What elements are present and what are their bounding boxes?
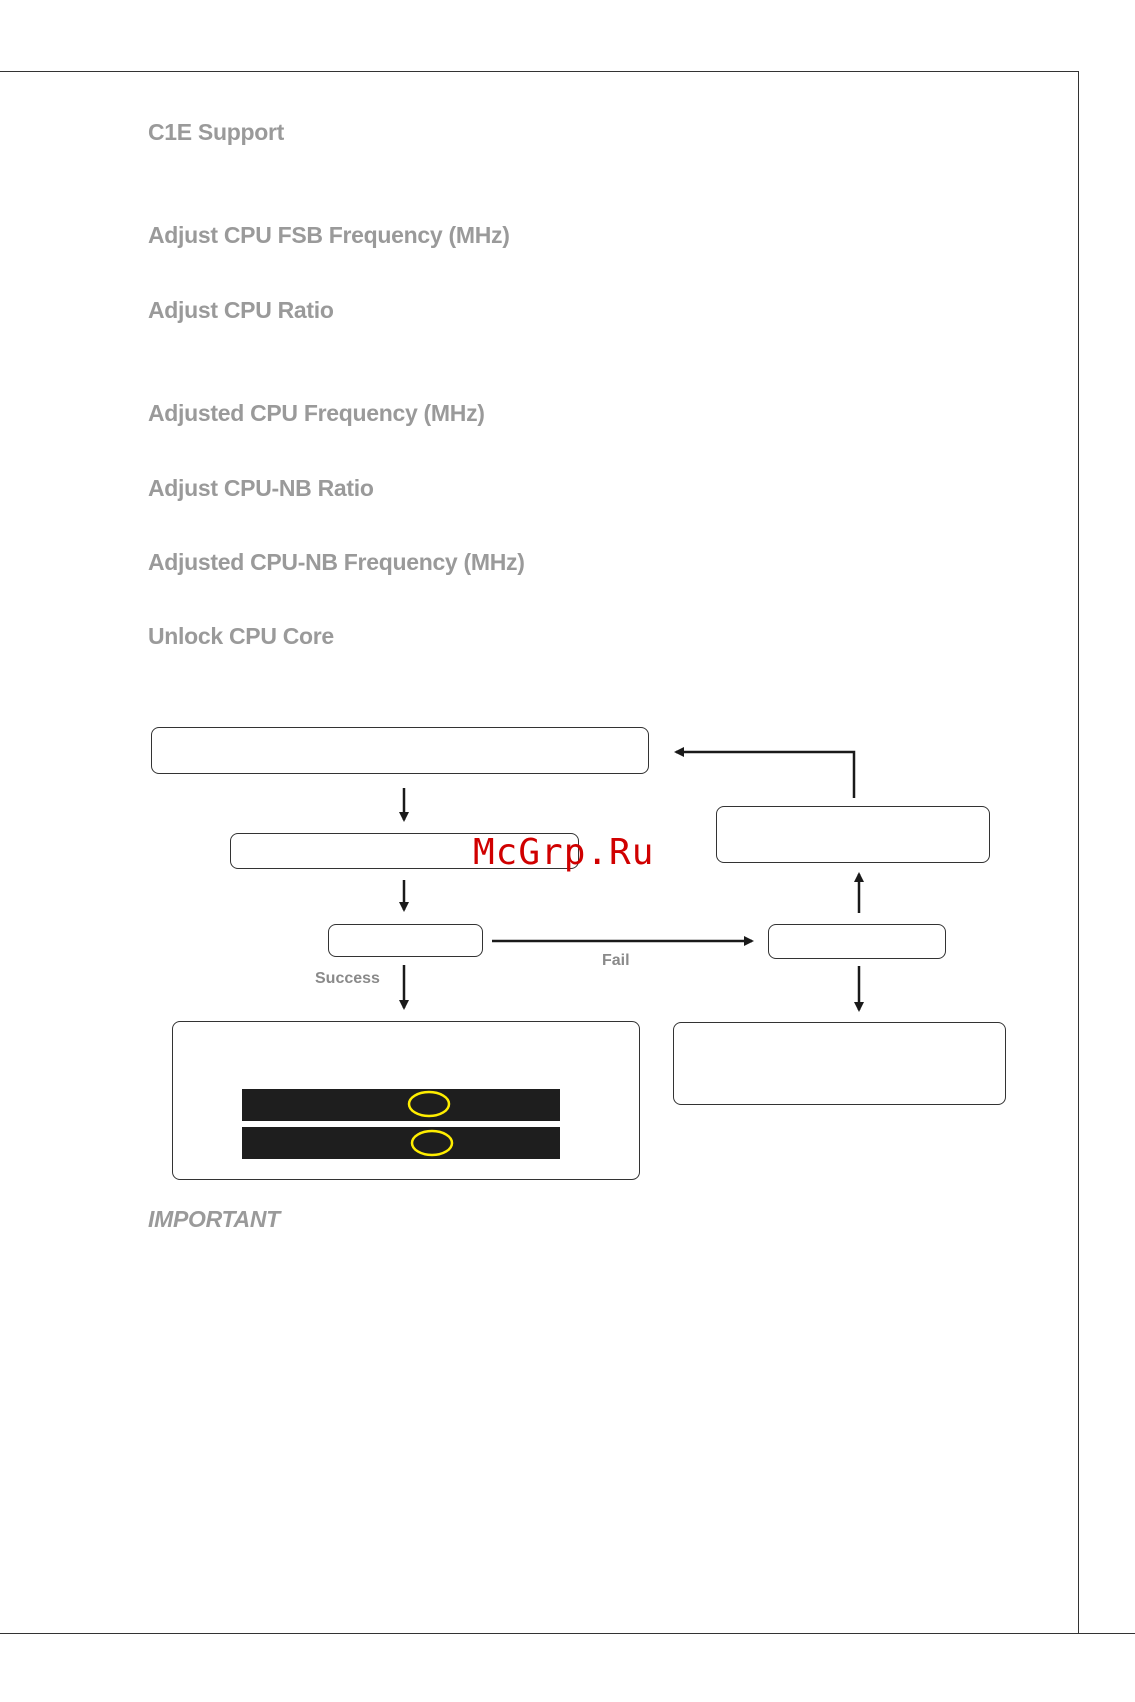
heading-adjusted-cpu-frequency: Adjusted CPU Frequency (MHz) bbox=[148, 400, 485, 426]
arrow-retry-to-start bbox=[676, 752, 854, 798]
heading-adjust-cpu-fsb-frequency: Adjust CPU FSB Frequency (MHz) bbox=[148, 222, 510, 248]
highlight-ring-2 bbox=[412, 1131, 452, 1155]
flow-label-success: Success bbox=[315, 970, 380, 987]
heading-c1e-support: C1E Support bbox=[148, 119, 284, 145]
watermark-text: McGrp.Ru bbox=[473, 832, 655, 873]
heading-adjust-cpu-ratio: Adjust CPU Ratio bbox=[148, 297, 334, 323]
heading-adjusted-cpu-nb-frequency: Adjusted CPU-NB Frequency (MHz) bbox=[148, 549, 525, 575]
important-label: IMPORTANT bbox=[148, 1206, 280, 1232]
flow-label-fail: Fail bbox=[602, 952, 630, 969]
highlight-ring-1 bbox=[409, 1092, 449, 1116]
heading-adjust-cpu-nb-ratio: Adjust CPU-NB Ratio bbox=[148, 475, 374, 501]
heading-unlock-cpu-core: Unlock CPU Core bbox=[148, 623, 334, 649]
